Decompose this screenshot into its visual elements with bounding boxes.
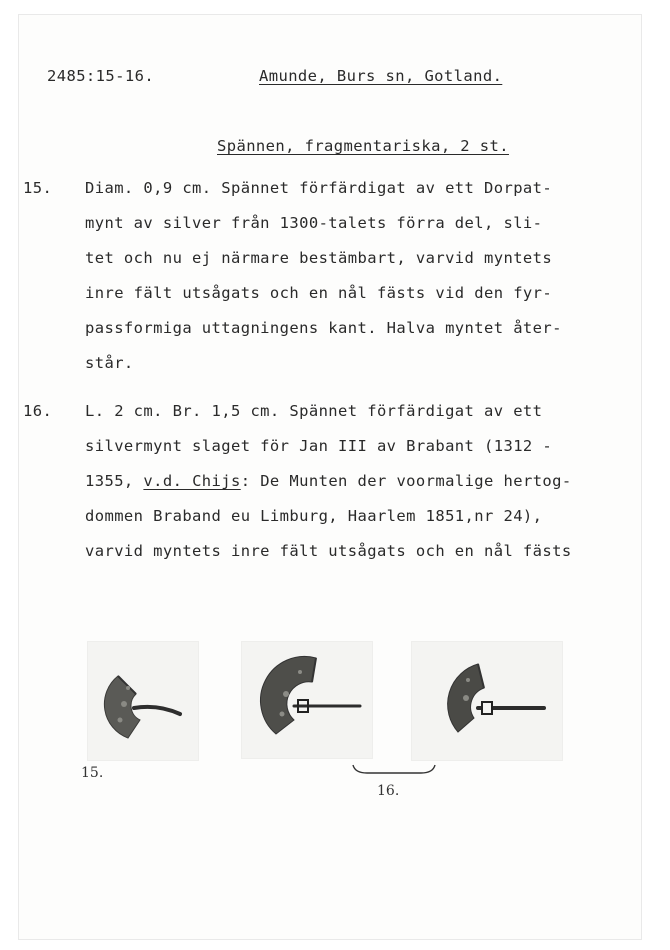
bracket-mark (349, 759, 439, 779)
archive-card (18, 14, 642, 940)
entry-15-line-3: tet och nu ej närmare bestämbart, varvid myntets (85, 249, 553, 267)
entry-15-line-1: Diam. 0,9 cm. Spännet förfärdigat av ett Dorpat- (85, 179, 553, 197)
entry-16-line-3 (85, 472, 572, 490)
brooch-16-photo-front (241, 641, 373, 759)
object-heading (217, 137, 509, 155)
photo-label-16: 16. (377, 783, 400, 799)
entry-16-line-4: dommen Braband eu Limburg, Haarlem 1851,nr 24), (85, 507, 543, 525)
catalog-number: 2485:15-16. (47, 67, 155, 85)
entry-15-line-4: inre fält utsågats och en nål fästs vid den fyr- (85, 284, 553, 302)
entry-16-line-5: varvid myntets inre fält utsågats och en nål fästs (85, 542, 572, 560)
entry-16-line-3-end: : De Munten der voormalige hertog- (240, 472, 572, 490)
photo-label-15: 15. (81, 765, 104, 781)
reference-author: v.d. Chijs (143, 472, 241, 490)
entry-16-number: 16. (23, 402, 53, 420)
entry-16-line-3-start: 1355, (85, 472, 134, 490)
entry-16-line-1: L. 2 cm. Br. 1,5 cm. Spännet förfärdigat av ett (85, 402, 543, 420)
entry-15-line-5: passformiga uttagningens kant. Halva myntet åter- (85, 319, 562, 337)
entry-15-line-6: står. (85, 354, 134, 372)
brooch-16-photo-back (411, 641, 563, 761)
heading-text: Spännen, fragmentariska, 2 st. (217, 137, 509, 155)
entry-15-number: 15. (23, 179, 53, 197)
entry-15-line-2: mynt av silver från 1300-talets förra del, sli- (85, 214, 543, 232)
brooch-15-photo (87, 641, 199, 761)
location-title: Amunde, Burs sn, Gotland. (259, 67, 503, 85)
entry-16-line-2: silvermynt slaget för Jan III av Brabant (1312 - (85, 437, 553, 455)
